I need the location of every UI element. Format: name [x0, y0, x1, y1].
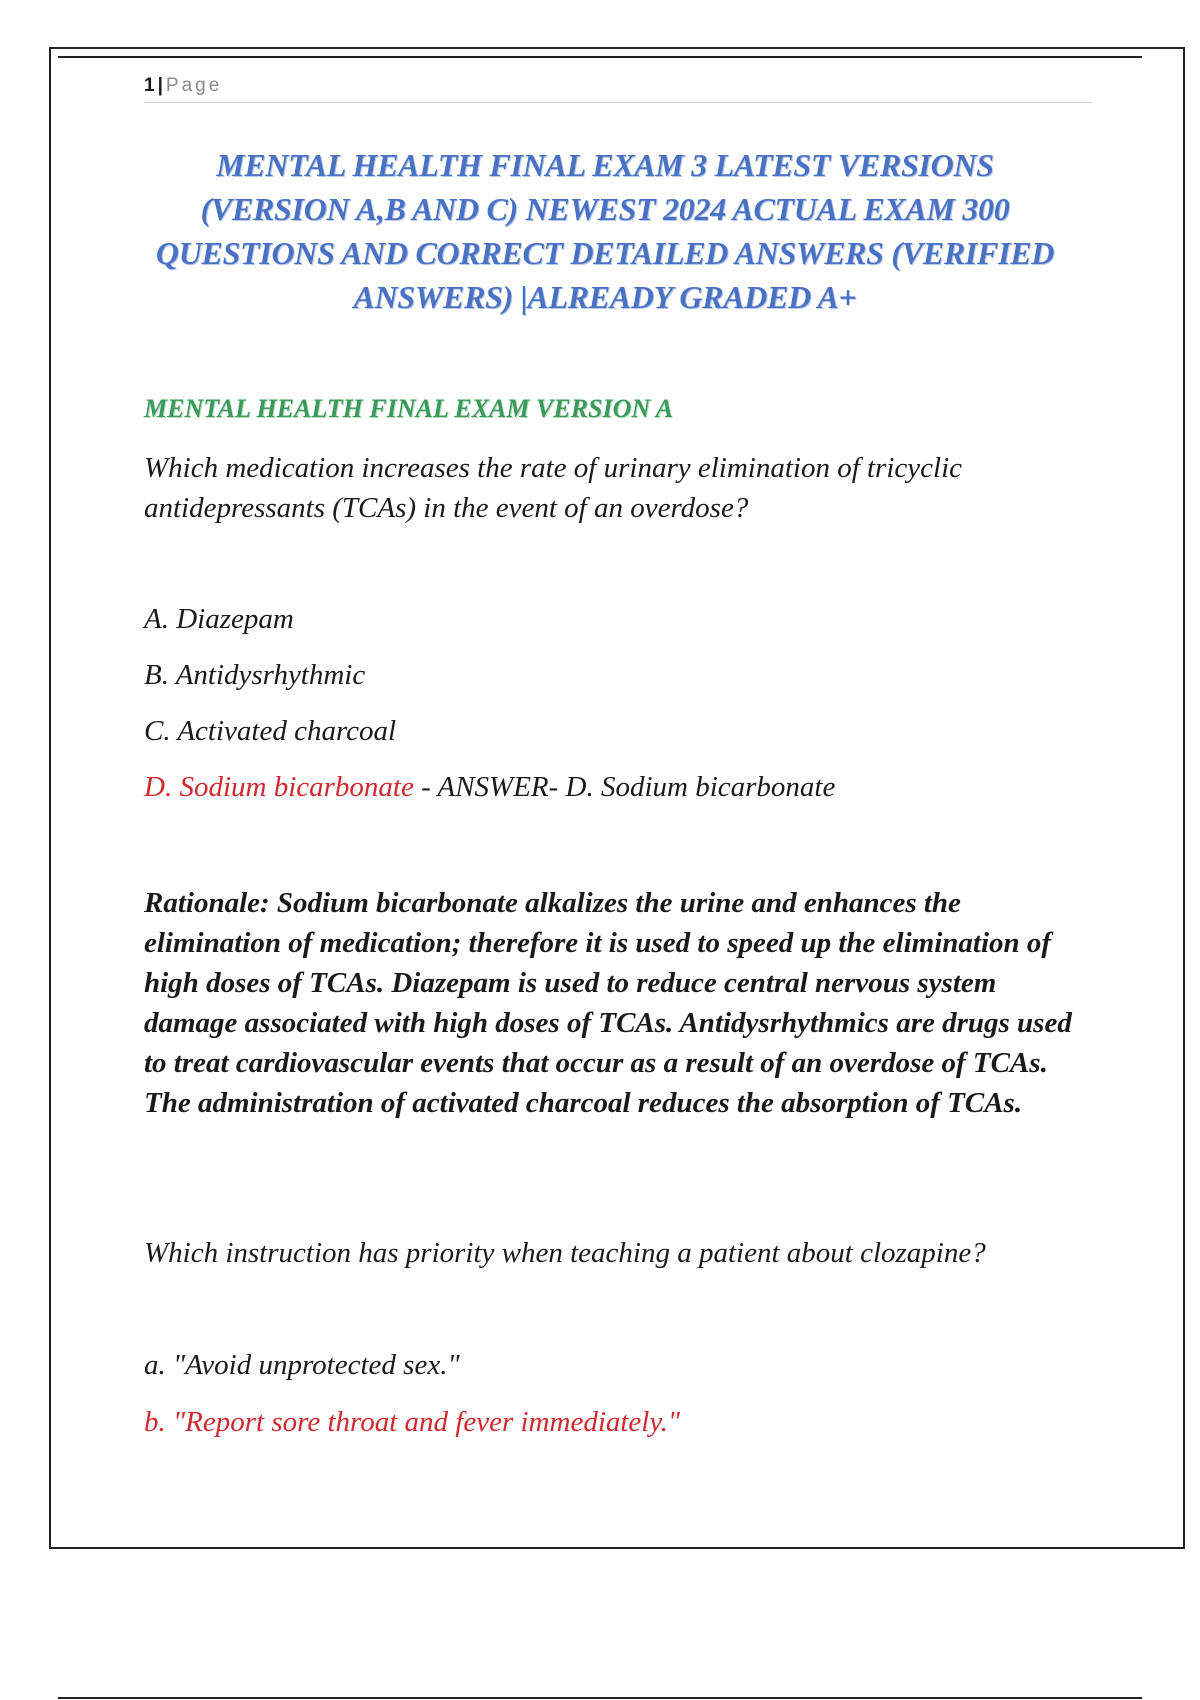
question-1-option-b: B. Antidysrhythmic	[144, 659, 366, 691]
title-line: ANSWERS) |ALREADY GRADED A+	[353, 279, 857, 315]
question-1-option-a: A. Diazepam	[144, 603, 294, 635]
question-1-option-d	[144, 769, 835, 805]
answer-text: - ANSWER- D. Sodium bicarbonate	[413, 771, 836, 803]
bottom-rule	[58, 1697, 1142, 1699]
document-title	[130, 143, 1080, 319]
question-1-rationale: Rationale: Sodium bicarbonate alkalizes the urine and enhances the elimination of medication; therefore it is used to speed up the elimination of high doses of TCAs. Diazepam is used to reduce central nervous system damage associated with high doses of TCAs. Antidysrhythmics are drugs used to treat cardiovascular events that occur as a result of an overdose of TCAs. The administration of activated charcoal reduces the absorption of TCAs.	[144, 887, 1072, 1119]
correct-option: D. Sodium bicarbonate	[144, 771, 414, 803]
question-1-text: Which medication increases the rate of urinary elimination of tricyclic antidepressants (TCAs) in the event of an overdose?	[144, 452, 963, 524]
page-separator: |	[157, 75, 163, 96]
section-heading: MENTAL HEALTH FINAL EXAM VERSION A	[144, 394, 674, 423]
question-2-text: Which instruction has priority when teaching a patient about clozapine?	[144, 1237, 986, 1269]
title-line: (VERSION A,B AND C) NEWEST 2024 ACTUAL EXAM 300	[200, 191, 1010, 227]
question-2-option-a: a. "Avoid unprotected sex."	[144, 1349, 460, 1381]
title-line: MENTAL HEALTH FINAL EXAM 3 LATEST VERSIONS	[216, 147, 994, 183]
page-header	[144, 74, 1092, 103]
question-1-option-c: C. Activated charcoal	[144, 715, 397, 747]
top-rule	[58, 56, 1142, 58]
page-number: 1	[144, 75, 155, 96]
title-line: QUESTIONS AND CORRECT DETAILED ANSWERS (VERIFIED	[155, 235, 1055, 271]
question-2-option-b-correct: b. "Report sore throat and fever immediately."	[144, 1406, 681, 1438]
page-label: Page	[165, 75, 223, 96]
